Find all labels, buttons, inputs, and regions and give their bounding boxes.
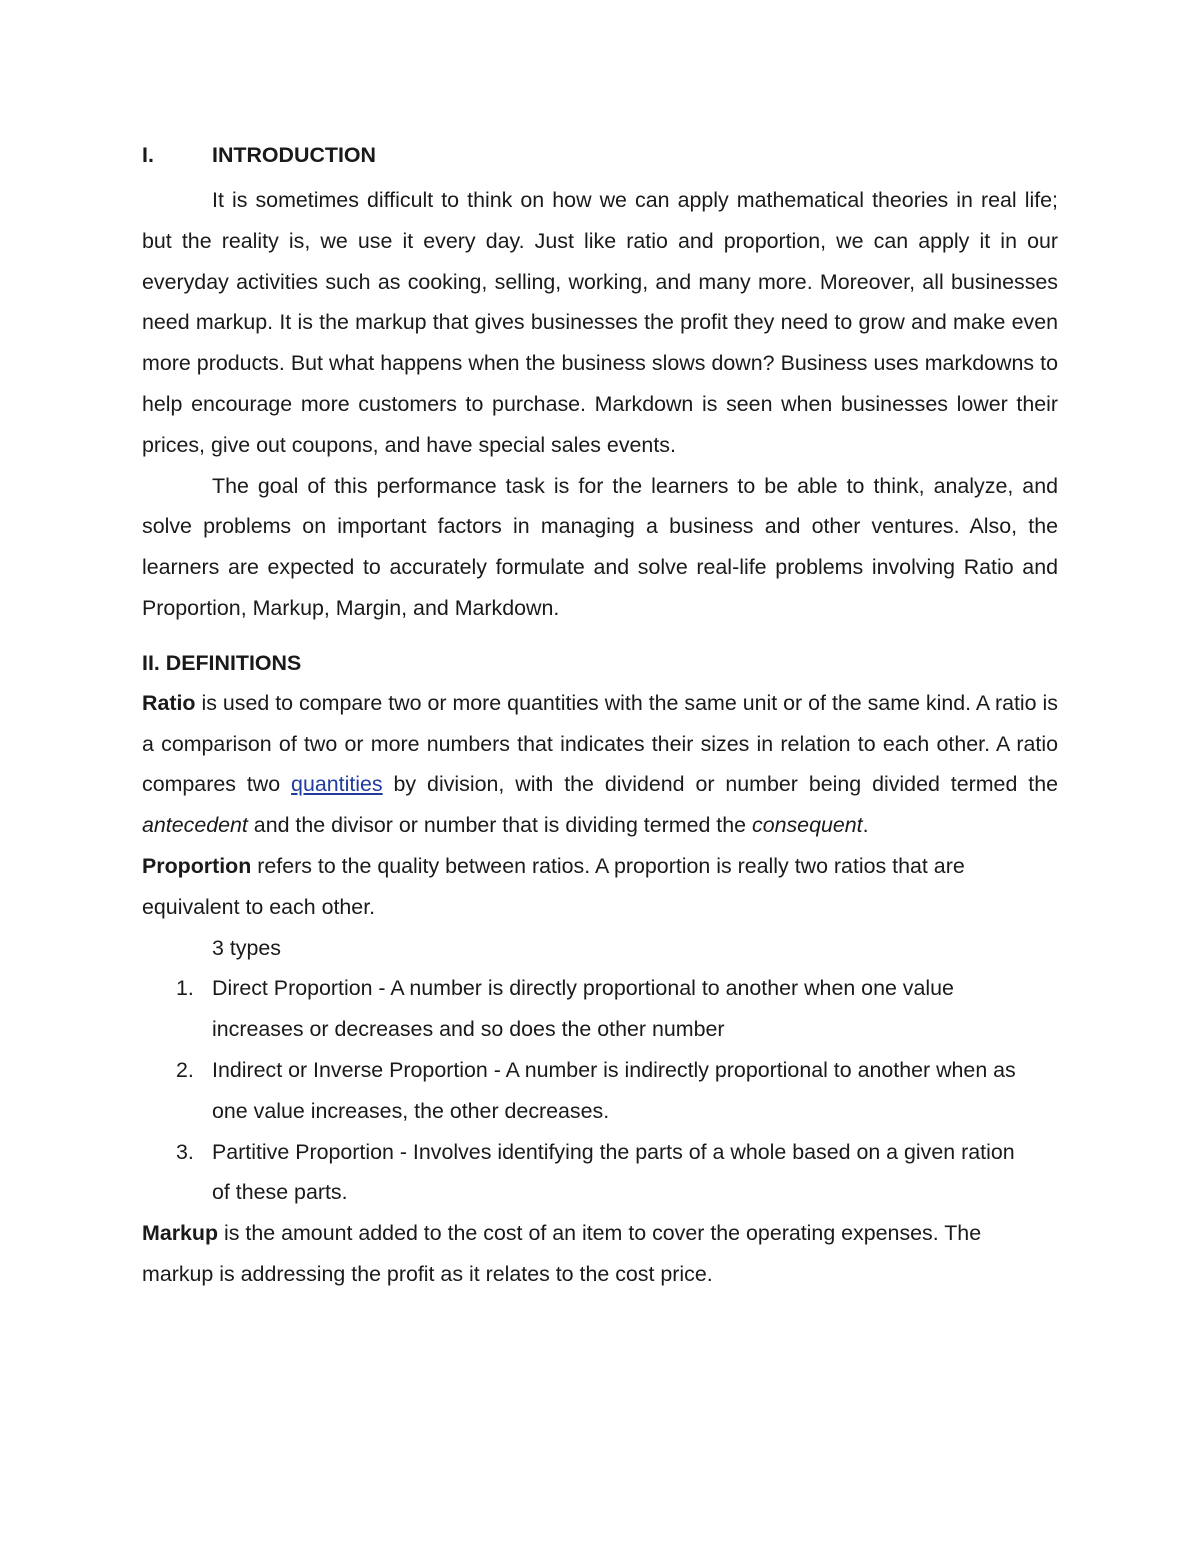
ratio-text-4: .	[862, 813, 869, 838]
intro-paragraph-2: The goal of this performance task is for the learners to be able to think, analyze, and solve problems on important factors in managing a business and other ventures. Also, the learners are expected to accurately formulate and solve real-life problems involving Ratio and Proportion, Markup, Margin, and Markdown.	[142, 473, 1058, 620]
introduction-section	[142, 180, 1058, 629]
ratio-text-3: and the divisor or number that is dividing termed the	[247, 813, 752, 838]
list-item	[142, 1132, 1058, 1214]
list-number: 3.	[176, 1139, 194, 1164]
ratio-text-2: by division, with the dividend or number being divided termed the	[382, 772, 1059, 797]
intro-paragraph-1: It is sometimes difficult to think on how we can apply mathematical theories in real life; but the reality is, we use it every day. Just like ratio and proportion, we can apply it in our everyday activities such as cooking, selling, working, and many more. Moreover, all businesses need markup. It is the markup that gives businesses the profit they need to grow and make even more products. But what happens when the business slows down? Business uses markdowns to help encourage more customers to purchase. Markdown is seen when businesses lower their prices, give out coupons, and have special sales events.	[142, 188, 1058, 457]
consequent-term: consequent	[752, 813, 863, 838]
list-text: Direct Proportion - A number is directly proportional to another when one value increases or decreases and so does the other number	[212, 976, 954, 1042]
section-heading-introduction	[142, 140, 1058, 170]
ratio-term: Ratio	[142, 690, 196, 715]
list-number: 2.	[176, 1057, 194, 1082]
section-title: INTRODUCTION	[212, 143, 376, 167]
section-number: I.	[142, 143, 154, 167]
types-label: 3 types	[212, 935, 281, 960]
list-item	[142, 968, 1058, 1050]
proportion-definition	[142, 846, 1058, 928]
quantities-link[interactable]: quantities	[291, 772, 383, 797]
document-body	[142, 140, 1058, 1295]
markup-term: Markup	[142, 1221, 219, 1246]
list-text: Indirect or Inverse Proportion - A number is indirectly proportional to another when as one value increases, the other decreases.	[212, 1057, 1016, 1123]
ratio-text-1: is used to compare two or more quantities with the same unit or of the same kind. A ratio is a comparison of two or more numbers that indicates their sizes in relation to each other. A ratio compares two	[142, 690, 1058, 797]
list-number: 1.	[176, 976, 194, 1001]
proportion-types-list	[142, 968, 1058, 1213]
markup-definition	[142, 1213, 1058, 1295]
list-item	[142, 1050, 1058, 1132]
proportion-text: refers to the quality between ratios. A proportion is really two ratios that are equivalent to each other.	[142, 853, 965, 919]
proportion-term: Proportion	[142, 853, 252, 878]
markup-text: is the amount added to the cost of an item to cover the operating expenses. The markup is addressing the profit as it relates to the cost price.	[142, 1221, 982, 1286]
ratio-definition	[142, 683, 1058, 846]
antecedent-term: antecedent	[142, 813, 248, 838]
list-text: Partitive Proportion - Involves identifying the parts of a whole based on a given ration of these parts.	[212, 1139, 1015, 1205]
section-heading-definitions: II. DEFINITIONS	[142, 650, 302, 675]
